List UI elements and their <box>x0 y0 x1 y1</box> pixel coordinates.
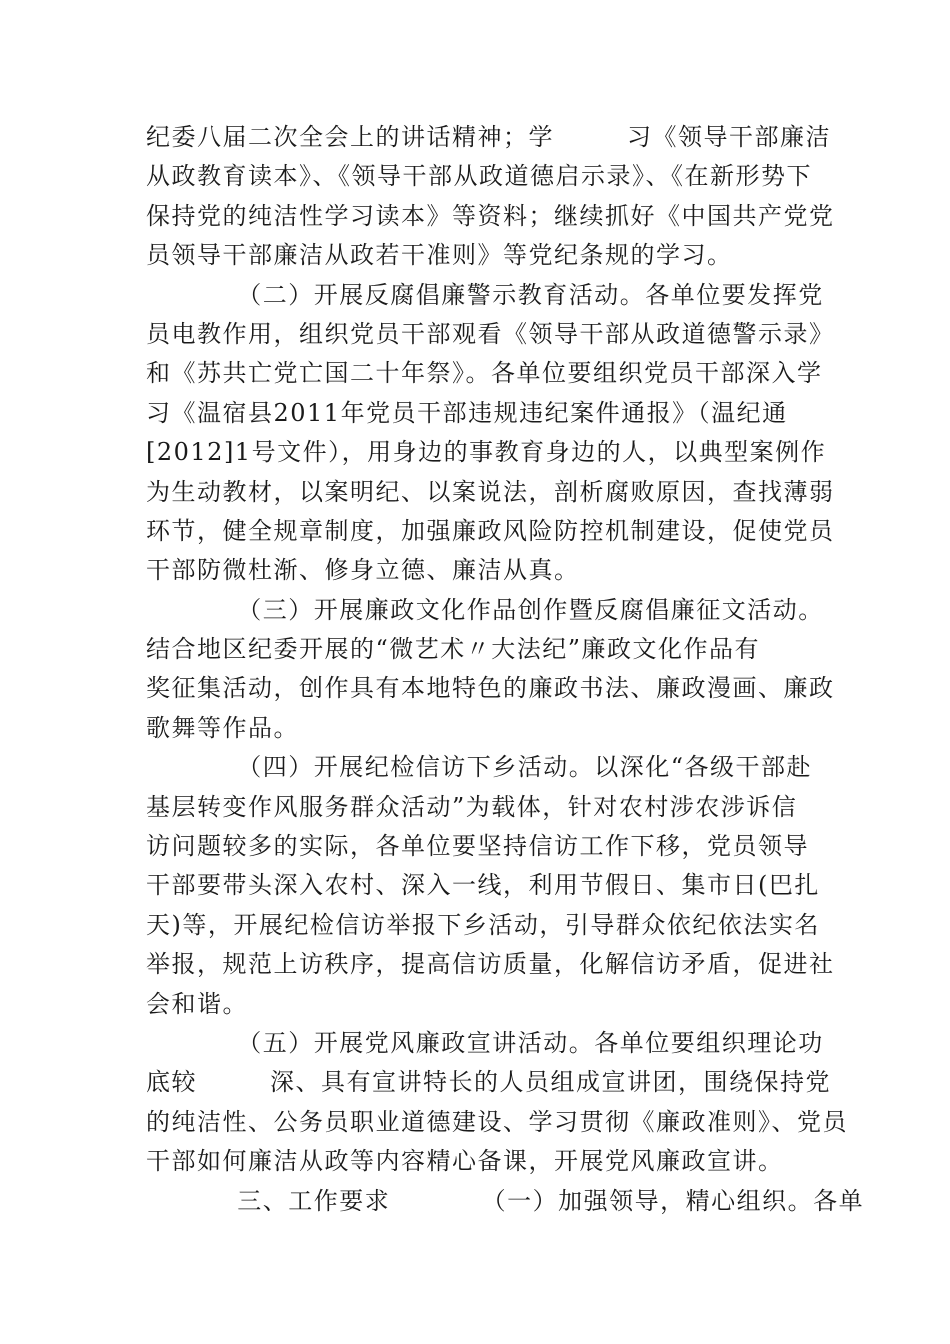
text-line: 环节，健全规章制度，加强廉政风险防控机制建设，促使党员 <box>146 516 835 545</box>
text-line: 举报，规范上访秩序，提高信访质量，化解信访矛盾，促进社 <box>146 950 835 979</box>
text-line: 结合地区纪委开展的“微艺术〃大法纪”廉政文化作品有 <box>146 635 761 664</box>
document-body <box>146 118 865 1221</box>
text-line: 的纯洁性、公务员职业道德建设、学习贯彻《廉政准则》、党员 <box>146 1107 848 1136</box>
text-line: 纪委八届二次全会上的讲话精神；学 习《领导干部廉洁 <box>146 123 832 151</box>
text-line: 和《苏共亡党亡国二十年祭》。各单位要组织党员干部深入学 <box>146 359 823 388</box>
text-line: 从政教育读本》、《领导干部从政道德启示录》、《在新形势下 <box>146 162 812 191</box>
text-line: 为生动教材，以案明纪、以案说法，剖析腐败原因，查找薄弱 <box>146 477 835 506</box>
text-line: 习《温宿县2011年党员干部违规违纪案件通报》（温纪通 <box>146 398 788 427</box>
paragraph-heading-line: （五）开展党风廉政宣讲活动。各单位要组织理论功 <box>146 1028 824 1057</box>
section-heading-line: 三、工作要求 （一）加强领导，精心组织。各单 <box>146 1186 865 1215</box>
text-line: 会和谐。 <box>146 989 248 1018</box>
text-line: 基层转变作风服务群众活动”为载体，针对农村涉农涉诉信 <box>146 792 798 821</box>
text-line: 干部如何廉洁从政等内容精心备课，开展党风廉政宣讲。 <box>146 1147 784 1176</box>
text-line: 歌舞等作品。 <box>146 713 299 742</box>
text-line: 天)等，开展纪检信访举报下乡活动，引导群众依纪依法实名 <box>146 910 820 939</box>
text-line: 干部要带头深入农村、深入一线，利用节假日、集市日(巴扎 <box>146 871 820 900</box>
text-line: 干部防微杜渐、修身立德、廉洁从真。 <box>146 556 580 585</box>
text-line: [2012]1号文件），用身边的事教育身边的人，以典型案例作 <box>146 438 827 467</box>
text-line: 访问题较多的实际，各单位要坚持信访工作下移，党员领导 <box>146 832 809 861</box>
text-line: 保持党的纯洁性学习读本》等资料；继续抓好《中国共产党党 <box>146 201 835 230</box>
paragraph-heading-line: （四）开展纪检信访下乡活动。以深化“各级干部赴 <box>146 753 813 782</box>
text-line: 奖征集活动，创作具有本地特色的廉政书法、廉政漫画、廉政 <box>146 674 835 703</box>
text-line: 员领导干部廉洁从政若干准则》等党纪条规的学习。 <box>146 241 733 270</box>
text-line: 员电教作用，组织党员干部观看《领导干部从政道德警示录》 <box>146 319 835 348</box>
text-line: 底较 深、具有宣讲特长的人员组成宣讲团，围绕保持党 <box>146 1068 832 1097</box>
paragraph-heading-line: （二）开展反腐倡廉警示教育活动。各单位要发挥党 <box>146 280 824 309</box>
paragraph-heading-line: （三）开展廉政文化作品创作暨反腐倡廉征文活动。 <box>146 595 824 624</box>
